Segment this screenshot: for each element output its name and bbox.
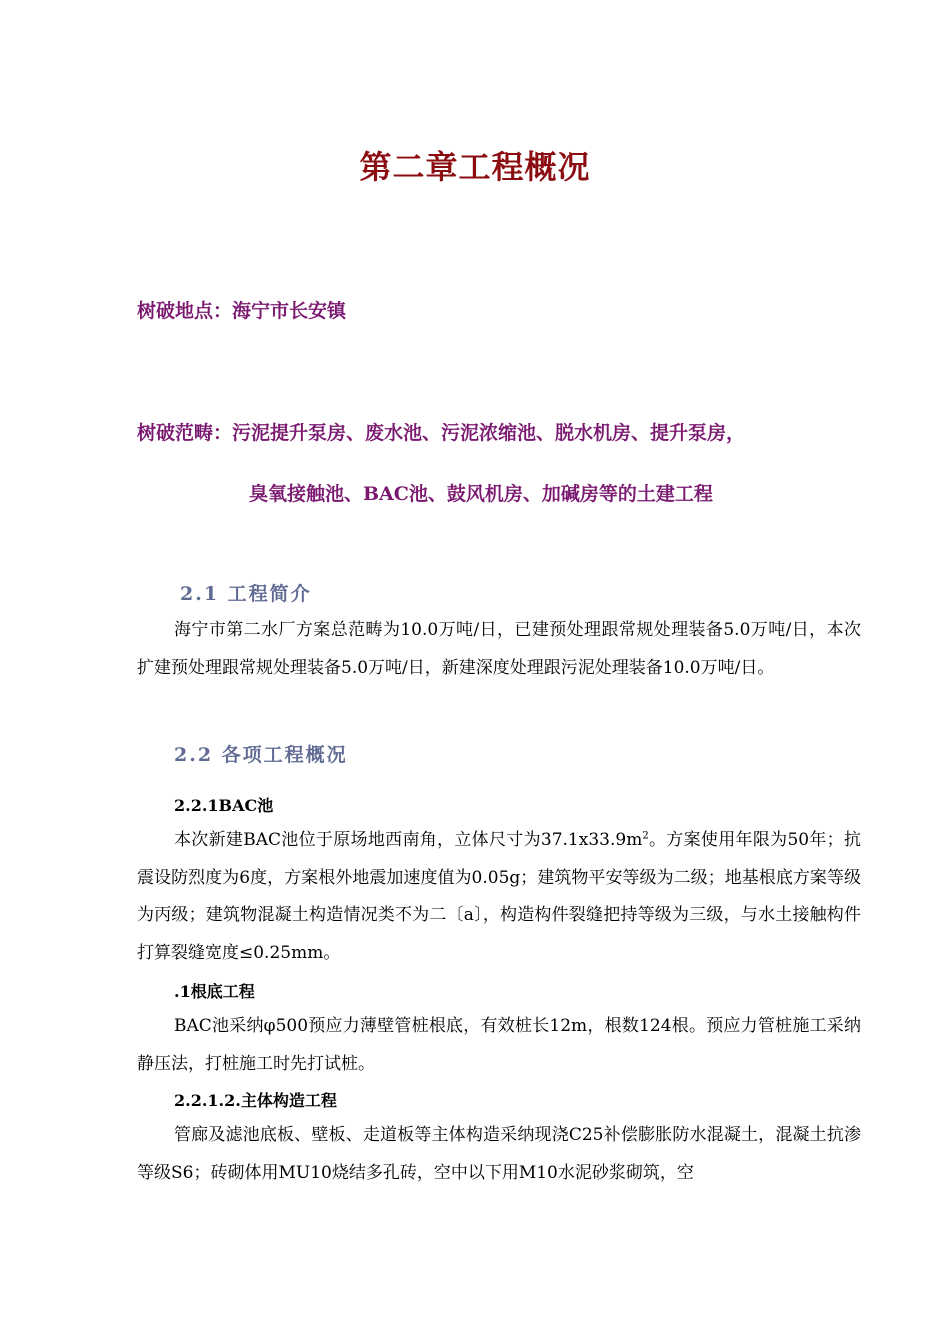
section-2-1-body: 海宁市第二水厂方案总范畴为10.0万吨/日，已建预处理跟常规处理装备5.0万吨/日，本次扩建预处理跟常规处理装备5.0万吨/日，新建深度处理跟污泥处理装备10.0万吨/日。 bbox=[137, 620, 861, 678]
main-structure-heading: 2.2.1.2.主体构造工程 bbox=[174, 1091, 337, 1110]
chapter-title: 第二章工程概况 bbox=[359, 148, 591, 186]
section-2-2-1-body bbox=[137, 822, 861, 972]
location-line bbox=[137, 296, 346, 323]
main-structure-body: 管廊及滤池底板、壁板、走道板等主体构造采纳现浇C25补偿膨胀防水混凝土，混凝土抗渗等级S6；砖砌体用MU10烧结多孔砖，空中以下用M10水泥砂浆砌筑，空 bbox=[137, 1125, 861, 1183]
section-2-2-1-heading: 2.2.1BAC池 bbox=[174, 796, 274, 815]
scope-line-2: 臭氧接触池、BAC池、鼓风机房、加碱房等的土建工程 bbox=[249, 483, 713, 505]
scope-line-1: 污泥提升泵房、废水池、污泥浓缩池、脱水机房、提升泵房， bbox=[232, 422, 746, 444]
scope-line bbox=[137, 418, 745, 445]
scope-label: 树破范畴： bbox=[137, 422, 233, 444]
foundation-body: BAC池采纳φ500预应力薄壁管桩根底，有效桩长12m，根数124根。预应力管桩施工采纳静压法，打桩施工时先打试桩。 bbox=[137, 1016, 861, 1074]
bac-body-superscript: 2 bbox=[642, 830, 649, 842]
bac-body-part2: 。方案使用年限为50年；抗震设防烈度为6度，方案根外地震加速度值为0.05g；建筑物平安等级为二级；地基根底方案等级为丙级；建筑物混凝土构造情况类不为二〔a〕，构造构件裂缝把持等级为三级，与水土接触构件打算裂缝宽度≤0.25mm。 bbox=[137, 830, 861, 963]
section-2-1-heading: 2.1 工程简介 bbox=[180, 583, 312, 605]
bac-body-part1: 本次新建BAC池位于原场地西南角，立体尺寸为37.1x33.9m bbox=[174, 830, 643, 850]
foundation-heading: .1根底工程 bbox=[174, 982, 255, 1001]
location-label: 树破地点： bbox=[137, 300, 233, 322]
location-value: 海宁市长安镇 bbox=[232, 300, 347, 322]
section-2-2-heading: 2.2 各项工程概况 bbox=[174, 744, 348, 766]
